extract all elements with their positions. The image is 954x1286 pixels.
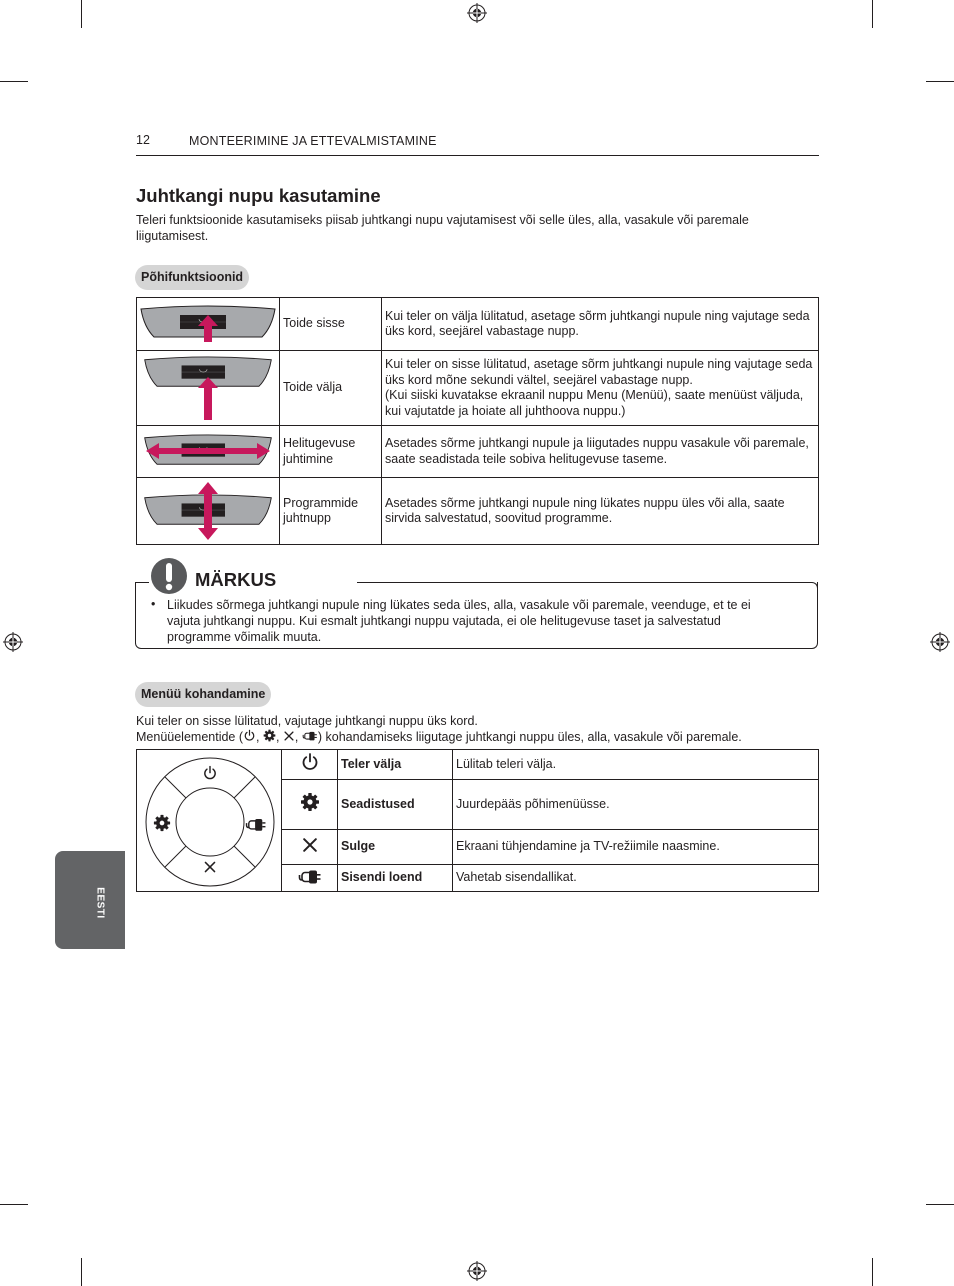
table-row [137, 750, 819, 780]
section-title: Juhtkangi nupu kasutamine [136, 185, 381, 206]
crop-mark [872, 0, 873, 28]
menu-item-name: Seadistused [338, 780, 453, 830]
registration-mark-icon [930, 632, 950, 652]
text-fragment: Menüüelementide ( [136, 730, 244, 744]
menu-item-desc: Vahetab sisendallikat. [453, 865, 819, 892]
text-fragment: ) kohandamiseks liigutage juhtkangi nuppu üles, alla, vasakule või paremale. [317, 730, 742, 744]
function-name: Helitugevuse juhtimine [280, 426, 382, 478]
function-desc: Asetades sõrme juhtkangi nupule ning lükates nuppu üles või alla, saate sirvida salvestatud, soovitud programme. [382, 478, 819, 545]
volume-illustration [137, 426, 280, 478]
power-icon [243, 729, 256, 742]
language-tab [55, 851, 125, 949]
crop-mark [926, 1204, 954, 1205]
menu-item-desc: Ekraani tühjendamine ja TV-režiimile naasmine. [453, 830, 819, 865]
basic-functions-label: Põhifunktsioonid [135, 265, 249, 290]
basic-functions-table [136, 297, 819, 545]
menu-intro-line1: Kui teler on sisse lülitatud, vajutage juhtkangi nuppu üks kord. [136, 714, 478, 728]
note-text: Liikudes sõrmega juhtkangi nupule ning lükates seda üles, alla, vasakule või paremale, veenduge, et te ei vajuta juhtkangi nuppu. Kui esmalt juhtkangi nuppu vajutada, ei ole helitugevuse taset ja salvestatud programme võimalik muuta. [167, 598, 751, 644]
input-icon [297, 866, 323, 886]
section-intro: Teleri funktsioonide kasutamiseks piisab juhtkangi nupu vajutamisest või selle üles, alla, vasakule või paremale liigutamisest. [136, 213, 749, 243]
menu-item-name: Sisendi loend [338, 865, 453, 892]
crop-mark [81, 0, 82, 28]
table-row [137, 478, 819, 545]
function-desc: Kui teler on välja lülitatud, asetage sõrm juhtkangi nupule ning vajutage seda üks kord, seejärel vabastage nupp. [382, 298, 819, 351]
joystick-menu-diagram [137, 750, 282, 892]
note-border [135, 582, 149, 583]
menu-table [136, 749, 819, 892]
text-fragment: , [275, 730, 283, 744]
menu-item-name: Teler välja [338, 750, 453, 780]
menu-intro-line2 [136, 729, 742, 745]
crop-mark [0, 1204, 28, 1205]
power-on-illustration [137, 298, 280, 351]
close-icon [283, 730, 295, 742]
close-icon [301, 836, 319, 854]
registration-mark-icon [467, 3, 487, 23]
registration-mark-icon [467, 1261, 487, 1281]
menu-item-name: Sulge [338, 830, 453, 865]
registration-mark-icon [3, 632, 23, 652]
note-bullet: • [151, 597, 156, 611]
note-border [807, 582, 818, 593]
power-off-illustration [137, 351, 280, 426]
program-illustration [137, 478, 280, 545]
function-desc: Kui teler on sisse lülitatud, asetage sõrm juhtkangi nupule ning vajutage seda üks kord mõne sekundi vältel, seejärel vabastage nupp. (Kui siiski kuvatakse ekraanil nuppu Menu (Menüü), saate menüüst väljuda, kui vajutatde ja hoiate all juhthoova nuppu.) [382, 351, 819, 426]
function-name: Toide sisse [280, 298, 382, 351]
power-icon [300, 752, 320, 772]
table-row [137, 351, 819, 426]
crop-mark [0, 81, 28, 82]
table-row [137, 298, 819, 351]
running-head: MONTEERIMINE JA ETTEVALMISTAMINE [189, 134, 437, 148]
note-border [357, 582, 811, 583]
function-name: Toide välja [280, 351, 382, 426]
function-desc: Asetades sõrme juhtkangi nupule ja liigutades nuppu vasakule või paremale, saate seadistada teile sobiva helitugevuse taseme. [382, 426, 819, 478]
input-icon [302, 729, 318, 742]
crop-mark [872, 1258, 873, 1286]
text-fragment: , [294, 730, 302, 744]
menu-customize-label: Menüü kohandamine [135, 682, 271, 707]
crop-mark [926, 81, 954, 82]
menu-icon-cell [282, 865, 338, 892]
table-row [137, 426, 819, 478]
menu-item-desc: Lülitab teleri välja. [453, 750, 819, 780]
exclamation-icon [150, 557, 188, 595]
note-title: MÄRKUS [195, 569, 277, 590]
gear-icon [263, 729, 276, 742]
gear-icon [300, 792, 320, 812]
menu-icon-cell [282, 780, 338, 830]
menu-icon-cell [282, 830, 338, 865]
function-name: Programmide juhtnupp [280, 478, 382, 545]
menu-item-desc: Juurdepääs põhimenüüsse. [453, 780, 819, 830]
crop-mark [81, 1258, 82, 1286]
page-number: 12 [136, 133, 150, 147]
header-rule [136, 155, 819, 156]
menu-icon-cell [282, 750, 338, 780]
text-fragment: , [256, 730, 263, 744]
language-tab-label: EESTI [94, 887, 106, 919]
